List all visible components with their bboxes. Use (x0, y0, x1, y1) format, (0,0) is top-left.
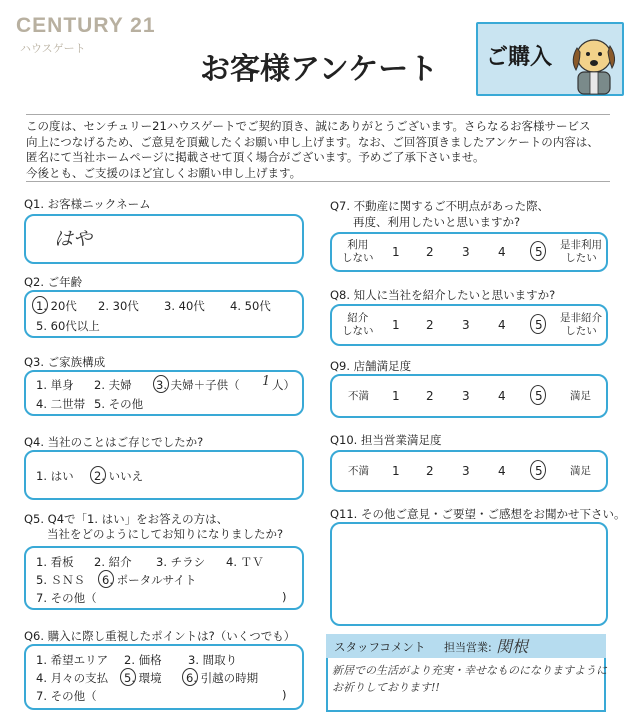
q10-label: Q10. 担当営業満足度 (330, 433, 442, 447)
q1-answer-box[interactable] (24, 214, 304, 264)
q6-option-1[interactable]: 1. 希望エリア (36, 653, 109, 667)
q9-scale-4[interactable]: 4 (498, 389, 506, 403)
q10-selected-mark (530, 460, 546, 480)
q8-label: Q8. 知人に当社を紹介したいと思いますか? (330, 288, 556, 302)
q9-scale-1[interactable]: 1 (392, 389, 400, 403)
q4-option-2[interactable]: 2. いいえ (94, 469, 144, 483)
q6-option-5[interactable]: 5. 環境 (124, 671, 162, 685)
q4-label: Q4. 当社のことはご存じでしたか? (24, 435, 204, 449)
q5-label: Q5. Q4で「1. はい」をお答えの方は、 当社をどのようにしてお知りになりましたか? (24, 512, 284, 541)
q5-selected-mark (98, 570, 114, 588)
q3-option-1[interactable]: 1. 単身 (36, 378, 74, 392)
q6-option-7[interactable]: 7. その他（ (36, 689, 97, 703)
q6-selected-mark-6 (182, 668, 198, 686)
q7-selected-mark (530, 241, 546, 261)
q7-scale-2[interactable]: 2 (426, 245, 434, 259)
page-title: お客様アンケート (200, 52, 439, 87)
intro-text: この度は、センチュリー21ハウスゲートでご契約頂き、誠にありがとうございます。さらなるお客様サービス 向上につなげるため、ご意見を頂戴したくお願い申し上げます。なお、ご回答頂きましたアンケートの内容は、 匿名にて当社ホームページに掲載させて頂く場合がございます。予めご了承下さいませ。 今後とも、ご支援のほど宜しくお願い申し上げます。 (26, 119, 599, 180)
q6-options-box (24, 644, 304, 710)
q7-scale-3[interactable]: 3 (462, 245, 470, 259)
q7-scale-4[interactable]: 4 (498, 245, 506, 259)
q6-option-6[interactable]: 6. 引越の時期 (186, 671, 259, 685)
q9-low-label: 不満 (348, 390, 369, 402)
q9-high-label: 満足 (570, 390, 591, 402)
q5-option-1[interactable]: 1. 看板 (36, 555, 74, 569)
q5-option-4[interactable]: 4. ＴＶ (226, 555, 264, 569)
brand-logo: CENTURY 21 (16, 14, 156, 37)
q2-option-2[interactable]: 2. 30代 (98, 299, 139, 313)
q8-scale-5[interactable]: 5 (535, 318, 543, 332)
q5-options-box (24, 546, 304, 610)
q7-scale-1[interactable]: 1 (392, 245, 400, 259)
q9-selected-mark (530, 385, 546, 405)
q6-selected-mark-5 (120, 668, 136, 686)
q4-option-1[interactable]: 1. はい (36, 469, 74, 483)
q2-option-1[interactable]: 1. 20代 (36, 299, 77, 313)
q4-options-box (24, 450, 304, 500)
q1-answer: はや (54, 228, 93, 250)
q3-options-box (24, 370, 304, 416)
q11-answer-box[interactable] (330, 522, 608, 626)
q2-label: Q2. ご年齢 (24, 275, 83, 289)
q10-low-label: 不満 (348, 465, 369, 477)
q10-scale-1[interactable]: 1 (392, 464, 400, 478)
q10-scale-box (330, 450, 608, 492)
q6-other-close: ) (282, 688, 287, 702)
q8-high-label: 是非紹介 したい (560, 312, 602, 337)
q10-high-label: 満足 (570, 465, 591, 477)
q3-children-suffix: 人） (272, 378, 295, 392)
q10-scale-2[interactable]: 2 (426, 464, 434, 478)
q2-selected-mark (32, 296, 48, 314)
staff-comment-title: スタッフコメント (334, 640, 426, 654)
dog-mascot-icon (564, 32, 622, 96)
q3-option-2[interactable]: 2. 夫婦 (94, 378, 132, 392)
q8-scale-3[interactable]: 3 (462, 318, 470, 332)
q3-option-4[interactable]: 4. 二世帯 (36, 397, 86, 411)
staff-sales-label: 担当営業: (444, 641, 492, 654)
q3-selected-mark (153, 375, 169, 393)
q7-high-label: 是非利用 したい (560, 239, 602, 264)
q1-label: Q1. お客様ニックネーム (24, 197, 151, 211)
q2-option-4[interactable]: 4. 50代 (230, 299, 271, 313)
q6-label: Q6. 購入に際し重視したポイントは?（いくつでも） (24, 629, 296, 643)
q5-option-6[interactable]: 6. ポータルサイト (102, 573, 197, 587)
q11-label: Q11. その他ご意見・ご要望・ご感想をお聞かせ下さい。 (330, 507, 626, 521)
q6-option-3[interactable]: 3. 間取り (188, 653, 238, 667)
q7-scale-box (330, 232, 608, 272)
q7-scale-5[interactable]: 5 (535, 245, 543, 259)
q8-low-label: 紹介 しない (342, 312, 374, 337)
q2-option-5[interactable]: 5. 60代以上 (36, 319, 100, 333)
q10-scale-4[interactable]: 4 (498, 464, 506, 478)
q5-option-3[interactable]: 3. チラシ (156, 555, 206, 569)
staff-sales-name: 関根 (496, 637, 529, 656)
q3-option-5[interactable]: 5. その他 (94, 397, 144, 411)
q8-scale-2[interactable]: 2 (426, 318, 434, 332)
q3-option-3[interactable]: 3. 夫婦＋子供（ (156, 378, 240, 392)
q8-scale-4[interactable]: 4 (498, 318, 506, 332)
q9-scale-3[interactable]: 3 (462, 389, 470, 403)
q5-other-close: ) (282, 590, 287, 604)
q9-label: Q9. 店舗満足度 (330, 359, 412, 373)
q6-option-2[interactable]: 2. 価格 (124, 653, 162, 667)
q9-scale-box (330, 374, 608, 418)
q7-low-label: 利用 しない (342, 239, 374, 264)
q6-option-4[interactable]: 4. 月々の支払 (36, 671, 109, 685)
q9-scale-2[interactable]: 2 (426, 389, 434, 403)
staff-comment-text: 新居での生活がより充実・幸せなものになりますように お祈りしております!! (332, 664, 607, 694)
q5-option-5[interactable]: 5. ＳＮＳ (36, 573, 86, 587)
staff-comment-body (326, 658, 606, 712)
q2-option-3[interactable]: 3. 40代 (164, 299, 205, 313)
intro-block (26, 114, 610, 182)
q8-scale-box (330, 304, 608, 346)
q2-options-box (24, 290, 304, 338)
brand-sub: ハウスゲート (20, 42, 86, 55)
purchase-badge (476, 22, 624, 96)
q10-scale-3[interactable]: 3 (462, 464, 470, 478)
q9-scale-5[interactable]: 5 (535, 389, 543, 403)
staff-comment-header (326, 634, 606, 658)
q8-scale-1[interactable]: 1 (392, 318, 400, 332)
q7-label: Q7. 不動産に関するご不明点があった際、 再度、利用したいと思いますか? (330, 199, 550, 229)
badge-label: ご購入 (486, 45, 553, 70)
q10-scale-5[interactable]: 5 (535, 464, 543, 478)
q4-selected-mark (90, 466, 106, 484)
q5-option-2[interactable]: 2. 紹介 (94, 555, 132, 569)
q3-children-count: 1 (262, 374, 271, 389)
q3-label: Q3. ご家族構成 (24, 355, 106, 369)
q8-selected-mark (530, 314, 546, 334)
q5-option-7[interactable]: 7. その他（ (36, 591, 97, 605)
